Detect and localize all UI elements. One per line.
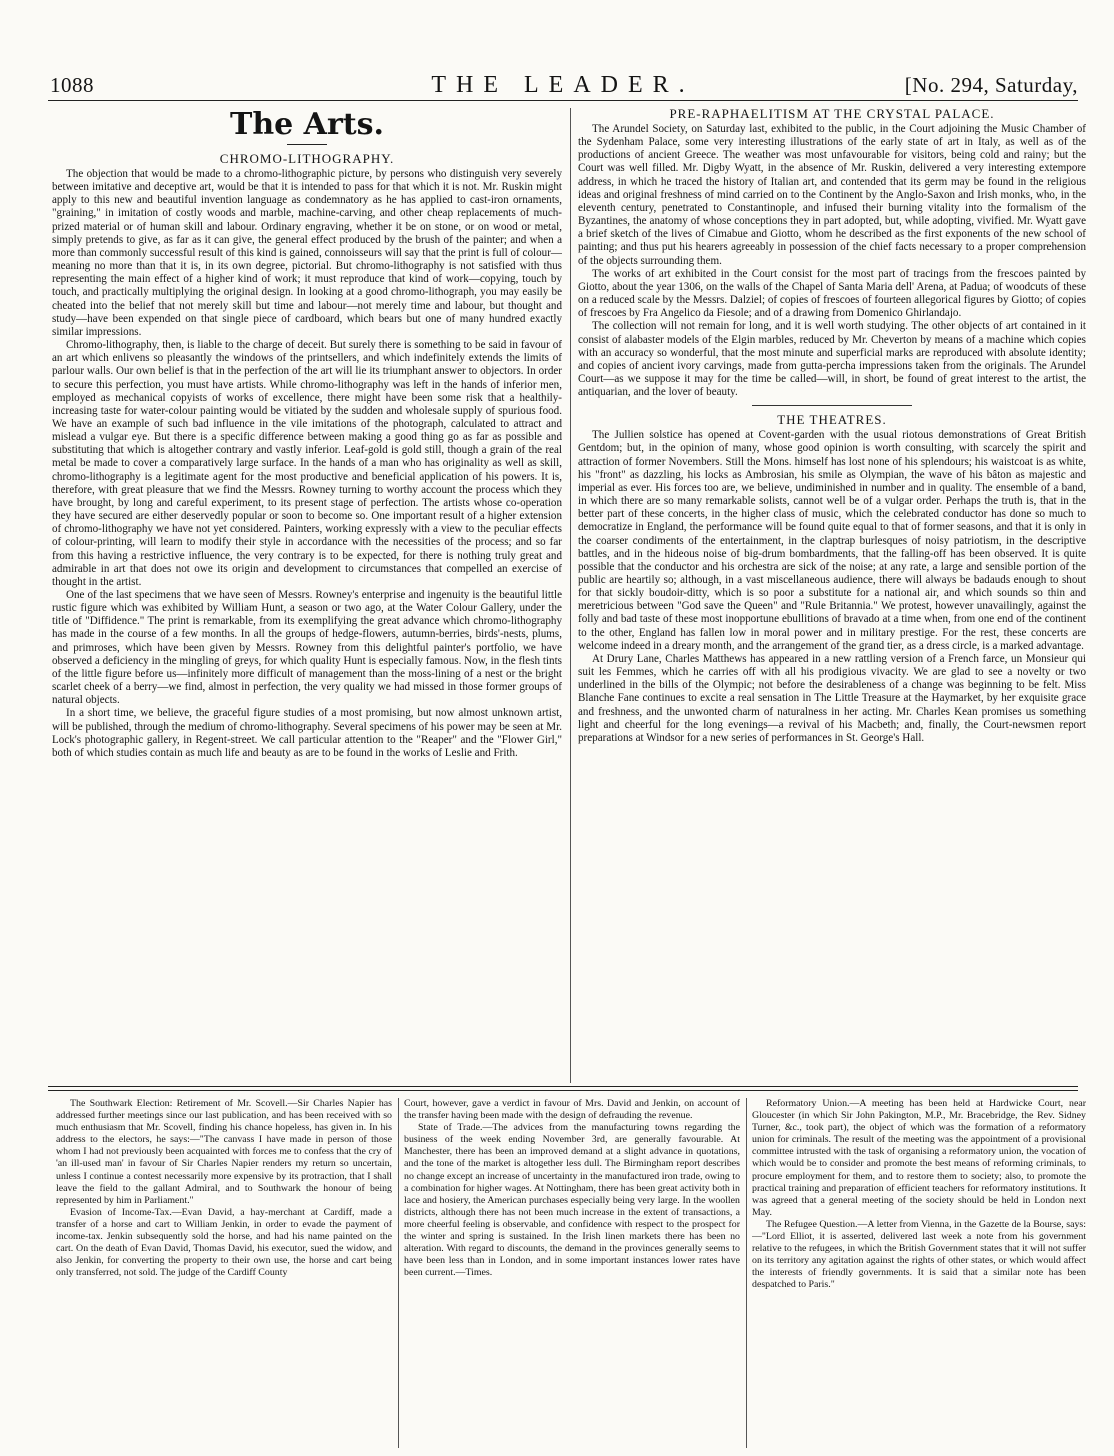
theatres-paragraph: The Jullien solstice has opened at Covent-garden with the usual riotous demonstrations of Great British Gentdom; but, in the opinion of many, whose good opinion is worth consulting, with scarcely the spirit and attraction of former Novembers. Still the Mons. himself has lost none of his splendours; his waistcoat is as white, his "front" as dazzling, his locks as Ambrosian, his smile as Olympian, the wave of his bâton as majestic and imperial as ever. His forces too are, we believe, undiminished in number and in quality. The ensemble of a band, in which there are so many remarkable solists, cannot well be of a vulgar order. Perhaps the truth is, that in the better part of these concerts, in the higher class of music, which the celebrated conductor has done so much to democratize in England, the performance will be found quite equal to that of former seasons, and that it is only in the coarser condiments of the entertainment, in the claptrap burlesques of noisy patriotism, in the descriptive battles, and in the hideous noise of big-drum bombardments, that the falling-off has been observed. It is quite possible that the conductor and his orchestra are sick of the noise; at any rate, a large and sensible portion of the public are heartily so; although, in a vast miscellaneous audience, there will always be badauds enough to shout for that sickly boudoir-ditty, which is so poor a substitute for a national air, and which sounds so thin and meretricious between "God save the Queen" and "Rule Britannia." We protest, however unavailingly, against the folly and bad taste of these most inopportune ebullitions of bravado at a time when, from one end of the continent to the other, England has fallen low in moral power and in military prestige. For the rest, these concerts are welcome indeed in a dreary month, and the arrangement of the grand tier, as a dress circle, is a marked advantage. bbox=[578, 429, 1086, 652]
theatres-paragraph: At Drury Lane, Charles Matthews has appeared in a new rattling version of a French farce, un Monsieur qui suit les Femmes, which he carries off with all his prodigious vivacity. We are glad to see a novelty or two underlined in the bills of the Olympic; not before the desirableness of a change was beginning to be felt. Miss Blanche Fane continues to excite a real sensation in The Little Treasure at the Haymarket, by her exquisite grace and freshness, and the unwonted charm of naturalness in her acting. Mr. Charles Kean promises us something light and cheerful for the long evenings—a revival of his Macbeth; and, finally, the Court-newsmen report preparations at Windsor for a new series of performances in St. George's Hall. bbox=[578, 652, 1086, 744]
right-column bbox=[578, 106, 1086, 1081]
bottom-column-2 bbox=[404, 1098, 740, 1448]
arts-column bbox=[52, 108, 562, 1083]
bottom-column-3 bbox=[752, 1098, 1086, 1448]
column-divider bbox=[570, 108, 571, 1083]
paper-title: THE LEADER. bbox=[431, 72, 695, 98]
column-divider bbox=[398, 1098, 399, 1448]
news-item: The Southwark Election: Retirement of Mr. Scovell.—Sir Charles Napier has addressed further meetings since our last publication, and has been received with so much enthusiasm that Mr. Scovell, finding his chance hopeless, has given in. In his address to the electors, he says:—"The canvass I have made in person of those whom I had not previously been acquainted with forces me to confess that the cry of 'an ill-used man' in favour of Sir Charles Napier renders my return so uncertain, unless I continue a contest necessarily more expensive by its protraction, that I shall leave the field to the gallant Admiral, and to Southwark the honour of being represented by him in Parliament." bbox=[56, 1098, 392, 1206]
chromo-paragraph: The objection that would be made to a chromo-lithographic picture, by persons who distinguish very severely between imitative and deceptive art, would be that it is intended to pass for that which it is not. Mr. Ruskin might apply to this new and beautiful invention language as condemnatory as he has applied to cast-iron ornaments, "graining," in imitation of costly woods and marble, machine-carving, and other cheap replacements of much-prized material or of human skill and labour. Ordinary engraving, whether it be on stone, or on wood or metal, simply pretends to give, as far as it can give, the general effect produced by the brush of the painter; and when a more than commonly successful result of this kind is gained, connoisseurs will say that the print is full of colour—meaning no more than that it is, in its own degree, pictorial. But chromo-lithography is not satisfied with thus representing the main effect of a higher kind of work; it must reproduce that kind of work—copying, touch by touch, and practically multiplying the original design. In looking at a good chromo-lithograph, you may easily be cheated into the belief that not merely skill but time and labour—not merely time and labour, but thought and study—have been expended on that single piece of cardboard, which bears but one of many hundred exactly similar impressions. bbox=[52, 168, 562, 338]
news-item: Court, however, gave a verdict in favour of Mrs. David and Jenkin, on account of the transfer having been made with the design of defrauding the revenue. bbox=[404, 1098, 740, 1122]
column-divider bbox=[746, 1098, 747, 1448]
page-number: 1088 bbox=[50, 73, 94, 97]
theatres-title: THE THEATRES. bbox=[777, 412, 887, 428]
chromo-paragraph: In a short time, we believe, the graceful figure studies of a most promising, but now almost unknown artist, will be published, through the medium of chromo-lithography. Several specimens of his power may be seen at Mr. Lock's photographic gallery, in Regent-street. We call particular attention to the "Reaper" and the "Flower Girl," both of which studies contain as much life and beauty as are to be found in the works of Leslie and Frith. bbox=[52, 707, 562, 759]
preraph-paragraph: The collection will not remain for long, and it is well worth studying. The other objects of art contained in it consist of alabaster models of the Elgin marbles, reduced by Mr. Cheverton by means of a machine which copies with an accuracy so wonderful, that the most minute and superficial marks are reproduced with absolute identity; and copies of ancient ivory carvings, made from gutta-percha impressions taken from the originals. The Arundel Court—as we suppose it may for the time be called—will, in short, be found of great interest to the artist, the antiquarian, and the lover of beauty. bbox=[578, 320, 1086, 399]
section-rule bbox=[752, 405, 912, 406]
news-item: The Refugee Question.—A letter from Vienna, in the Gazette de la Bourse, says:—"Lord Elliot, it is asserted, delivered last week a note from his government relative to the refugees, in which the British Government states that it will not suffer on its territory any agitation against the rights of other states, or which would affect the interests of friendly governments. It is said that a similar note has been despatched to Paris." bbox=[752, 1218, 1086, 1291]
footer-rule-double bbox=[48, 1090, 1078, 1091]
masthead-rule bbox=[287, 144, 327, 145]
news-item: Evasion of Income-Tax.—Evan David, a hay-merchant at Cardiff, made a transfer of a horse and cart to William Jenkin, in order to evade the payment of income-tax. Jenkin subsequently sold the horse, and had his name painted on the cart. On the death of Evan David, Thomas David, his executor, sued the widow, and also Jenkin, for converting the property to their own use, the horse and cart being only transferred, not sold. The judge of the Cardiff County bbox=[56, 1206, 392, 1279]
bottom-column-1 bbox=[56, 1098, 392, 1448]
news-item: Reformatory Union.—A meeting has been held at Hardwicke Court, near Gloucester (in which Sir John Pakington, M.P., Mr. Bracebridge, the Rev. Sidney Turner, &c., took part), the object of which was the formation of a reformatory union for criminals. The result of the meeting was the appointment of a provisional committee intrusted with the task of organising a reformatory union, the vocation of which would be to consider and promote the best means of reforming criminals, to procure employment for them, and to restore them to society; also, to promote the practical training and preparation of efficient teachers for reformatory institutions. It was agreed that a general meeting of the society should be held in London next May. bbox=[752, 1098, 1086, 1218]
header-rule bbox=[48, 100, 1078, 101]
footer-rule bbox=[48, 1086, 1078, 1087]
chromo-title: CHROMO-LITHOGRAPHY. bbox=[219, 151, 395, 166]
preraph-paragraph: The works of art exhibited in the Court consist for the most part of tracings from the frescoes painted by Giotto, about the year 1306, on the walls of the Chapel of Santa Maria dell' Arena, at Padua; of woodcuts of these on a reduced scale by the Messrs. Dalziel; of copies of frescoes of fourteen allegorical figures by Giotto; of copies of frescoes by Fra Angelico da Fiesole; and of a drawing from Domenico Ghirlandajo. bbox=[578, 267, 1086, 320]
preraph-paragraph: The Arundel Society, on Saturday last, exhibited to the public, in the Court adjoining the Music Chamber of the Sydenham Palace, some very interesting illustrations of the early state of art in Italy, as well as of the productions of ancient Greece. The weather was most unfavourable for visitors, being cold and rainy; but the Court was well filled. Mr. Digby Wyatt, in the absence of Mr. Ruskin, delivered a very interesting extempore address, in which he traced the history of Italian art, and contended that its germ may be found in the religious ideas and original freshness of mind carried on to the Continent by the Anglo-Saxon and Irish monks, who, in the eleventh century, penetrated to Constantinople, and infused their burning vitality into the formalism of the Byzantines, the anatomy of whose conceptions they in part adopted, but, while adopting, vivified. Mr. Wyatt gave a brief sketch of the lives of Cimabue and Giotto, whom he described as the first exponents of the new school of painting; and thus put his hearers agreeably in possession of the chief facts necessary to a proper comprehension of the objects surrounding them. bbox=[578, 123, 1086, 267]
arts-masthead: The Arts. bbox=[230, 108, 384, 142]
preraph-title: PRE-RAPHAELITISM AT THE CRYSTAL PALACE. bbox=[669, 106, 995, 121]
issue-label: [No. 294, Saturday, bbox=[904, 73, 1078, 97]
news-item: State of Trade.—The advices from the manufacturing towns regarding the business of the week ending November 3rd, are generally favourable. At Manchester, there has been an improved demand at a slight advance in quotations, and the tone of the market is altogether less dull. The Birmingham report describes no change except an increase of uncertainty in the manufactured iron trade, owing to a combination for higher wages. At Nottingham, there has been great activity both in lace and hosiery, the American purchases especially being very large. In the woollen districts, although there has not been much increase in the extent of transactions, a more cheerful feeling is observable, and confidence with respect to the prospect for the winter and spring is sustained. In the Irish linen markets there has been no alteration. With regard to discounts, the demand in the provinces generally seems to have been less than in London, and in some important instances lower rates have been current.—Times. bbox=[404, 1122, 740, 1279]
chromo-paragraph: One of the last specimens that we have seen of Messrs. Rowney's enterprise and ingenuity is the beautiful little rustic figure which was exhibited by William Hunt, a season or two ago, at the Water Colour Gallery, under the title of "Diffidence." The print is remarkable, from its exemplifying the great advance which chromo-lithography has made in the course of a few months. In all the groups of hedge-flowers, autumn-berries, birds'-nests, plums, and primroses, which have been given by Messrs. Rowney from this delightful painter's portfolio, we have observed a deficiency in the mingling of greys, for which quality Hunt is especially famous. Now, in the flesh tints of the little figure before us—infinitely more difficult of management than the moss-lining of a nest or the bright scarlet cheek of a berry—we find, almost in perfection, the very quality we had missed in those former groups of natural objects. bbox=[52, 589, 562, 707]
chromo-paragraph: Chromo-lithography, then, is liable to the charge of deceit. But surely there is something to be said in favour of an art which enlivens so pleasantly the windows of the printsellers, and which indefinitely extends the limits of parlour walls. Our own belief is that in the perfection of the art will lie its triumphant answer to objectors. In order to secure this perfection, you must have artists. While chromo-lithography was left in the hands of inferior men, employed as mechanical copyists of works of excellence, there might have been some risk that a healthily-increasing taste for water-colour painting would be vitiated by the sudden and wholesale supply of spurious food. We have an example of such bad influence in the vile imitations of the photograph, calculated to attract and mislead a vulgar eye. But there is a specific difference between making a good thing go as far as possible and substituting that which is altogether contrary and vastly inferior. Leaf-gold is gold still, though a grain of the real metal be made to cover a comparatively large surface. In the hands of a man who has originality as well as skill, chromo-lithography is a legitimate agent for the most productive and beneficial application of his powers. It is, therefore, with great pleasure that we find the Messrs. Rowney turning to worthy account the process which they have brought, by long and careful experiment, to its present stage of perfection. The artists whose co-operation they have secured are either deservedly popular or soon to become so. One important result of a higher extension of chromo-lithography we have not yet considered. Painters, working expressly with a view to the peculiar effects of colour-printing, will learn to modify their style in accordance with the necessities of the process; and so far from this having a restrictive influence, the very contrary is to be expected, for there is nothing truly great and admirable in art that does not owe its origin and development to circumstances that compelled an exercise of thought in the artist. bbox=[52, 339, 562, 588]
